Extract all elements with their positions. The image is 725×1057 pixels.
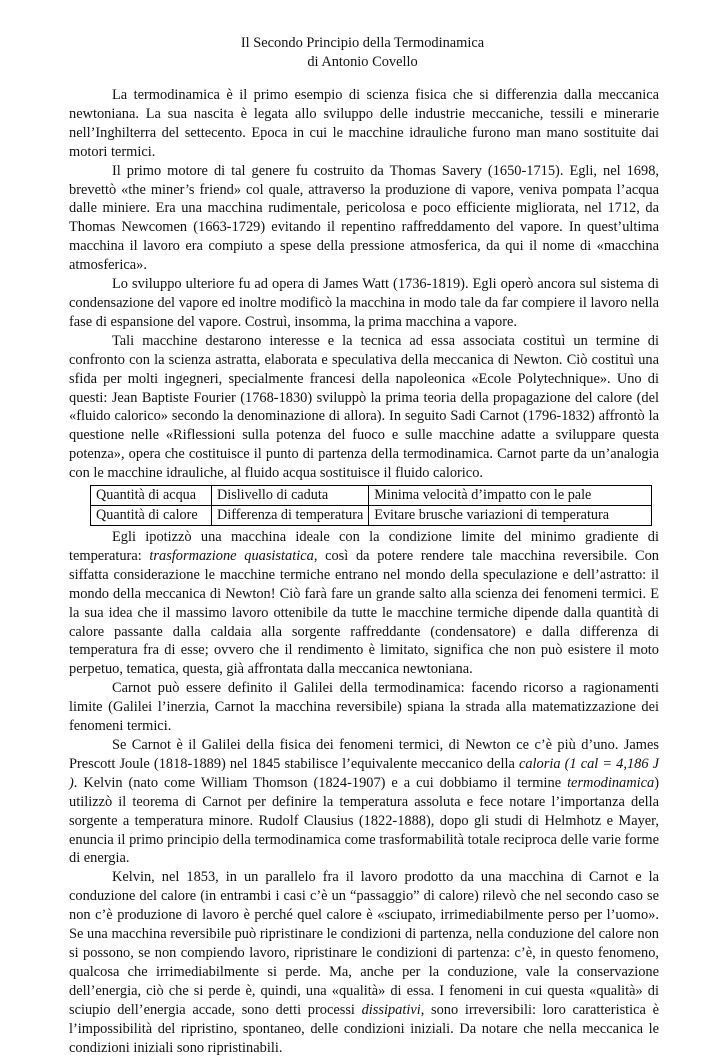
paragraph: Lo sviluppo ulteriore fu ad opera di James Watt (1736-1819). Egli operò ancora sul sistema di condensazione del vapore ed inoltre modificò la macchina in modo tale da far compiere il lavoro nella fase di espansione del vapore. Costruì, insomma, la prima macchina a vapore. (69, 276, 659, 330)
paragraph: Carnot può essere definito il Galilei della termodinamica: facendo ricorso a ragionamenti limite (Galilei l’inerzia, Carnot la macchina reversibile) spiana la strada alla matematizzazione dei fenomeni termici. (69, 680, 659, 735)
paragraph (69, 528, 659, 679)
document-author: di Antonio Covello (307, 54, 418, 70)
paragraph: La termodinamica è il primo esempio di scienza fisica che si differenzia dalla meccanica newtoniana. La sua nascita è legata allo sviluppo delle industrie meccaniche, tessili e minerarie nell’Inghilterra del settecento. Epoca in cui le macchine idrauliche furono man mano sostituite dai motori termici. (69, 87, 659, 160)
text-run: Egli ipotizzò una macchina ideale con la condizione limite del minimo gradiente di temperatura: (69, 529, 659, 564)
table-row (91, 486, 652, 506)
table-cell: Quantità di acqua (91, 486, 212, 506)
text-run: , sono irreversibili: loro caratteristica è l’impossibilità del ripristino, spontaneo, delle condizioni iniziali. Da notare che nella meccanica le condizioni iniziali sono ripristinabili. (69, 1001, 659, 1056)
paragraph (69, 868, 659, 1057)
text-run: Se Carnot è il Galilei della fisica dei fenomeni termici, di Newton ce c’è più d’uno. James Prescott Joule (1818-1889) nel 1845 stabilisce l’equivalente meccanico della (69, 737, 659, 772)
analogy-table (90, 485, 652, 526)
table-cell: Minima velocità d’impatto con le pale (369, 486, 652, 506)
table-row (91, 506, 652, 526)
table-cell: Differenza di temperatura (212, 506, 369, 526)
paragraph (69, 736, 659, 868)
italic-term: trasformazione quasistatica (149, 547, 314, 564)
text-run: . Kelvin (nato come William Thomson (1824-1907) e a cui dobbiamo il termine (73, 774, 562, 791)
table-cell: Dislivello di caduta (212, 486, 369, 506)
paragraph: Il primo motore di tal genere fu costruito da Thomas Savery (1650-1715). Egli, nel 1698, brevettò «the miner’s friend» col quale, attraverso la produzione di vapore, veniva pompata l’acqua dalle miniere. Era una macchina rudimentale, pericolosa e poco efficiente migliorata, nel 1712, da Thomas Newcomen (1663-1729) evitando il repentino raffreddamento del vapore. In quest’ultima macchina il lavoro era compiuto a spese della pressione atmosferica, da qui il nome di «macchina atmosferica». (69, 162, 659, 274)
text-run: ) utilizzò il teorema di Carnot per definire la temperatura assoluta e fece notare l’importanza della sorgente a temperatura minore. Rudolf Clausius (1822-1888), dopo gli studi di Helmhotz e Mayer, enuncia il primo principio della termodinamica come trasformabilità totale reciproca delle varie forme di energia. (69, 774, 659, 867)
document-title: Il Secondo Principio della Termodinamica (240, 35, 485, 51)
italic-term: termodinamica (567, 774, 655, 791)
paragraph: Tali macchine destarono interesse e la tecnica ad essa associata costituì un termine di confronto con la scienza astratta, elaborata e speculativa della meccanica di Newton. Ciò costituì una sfida per molti ingegneri, specialmente francesi della napoleonica «Ecole Polytechnique». Uno di questi: Jean Baptiste Fourier (1768-1830) sviluppò la prima teoria della propagazione del calore (del «fluido calorico» secondo la denominazione di allora). In seguito Sadi Carnot (1796-1832) affrontò la questione nelle «Riflessioni sulla potenza del fuoco e sulle macchine adatte a sviluppare questa potenza», opera che costituisce il punto di partenza della termodinamica. Carnot parte da un’analogia con le macchine idrauliche, al fluido acqua sostituisce il fluido calorico. (69, 332, 659, 482)
italic-term: dissipativi (361, 1001, 421, 1018)
text-run: , così da potere rendere tale macchina reversibile. Con siffatta considerazione le macchine termiche entrano nel mondo della speculazione e dell’astratto: il mondo della meccanica di Newton! Ciò farà fare un grande salto alla scienza dei fenomeni termici. E la sua idea che il massimo lavoro ottenibile da tutte le macchine termiche dipende dalla quantità di calore passante dalla caldaia alla sorgente raffreddante (condensatore) e dalla differenza di temperatura fra di esse; ovvero che il rendimento è limitato, significa che non può esistere il moto perpetuo, tematica, questa, già affrontata dalla meccanica newtoniana. (69, 547, 659, 678)
table-cell: Evitare brusche variazioni di temperatura (369, 506, 652, 526)
table-cell: Quantità di calore (91, 506, 212, 526)
formula: (1 cal = 4,186 J ) (69, 755, 659, 791)
text-run: Kelvin, nel 1853, in un parallelo fra il lavoro prodotto da una macchina di Carnot e la conduzione del calore (in entrambi i casi c’è un “passaggio” di calore) rilevò che nel secondo caso se non c’è produzione di lavoro è perché quel calore è «sciupato, irrimediabilmente perso per l’uomo». Se una macchina reversibile può ripristinare le condizioni di partenza, nella conduzione del calore non si possono, se non compiendo lavoro, ripristinare le condizioni di partenza: c’è, in questo fenomeno, qualcosa che irrimediabilmente si perde. Ma, anche per la conduzione, vale la conservazione dell’energia, ciò che si perde è, quindi, una «qualità» di essa. I fenomeni in cui questa «qualità» di sciupio dell’energia accade, sono detti processi (69, 869, 659, 1018)
document-body (69, 86, 659, 1057)
italic-term: caloria (518, 755, 561, 772)
